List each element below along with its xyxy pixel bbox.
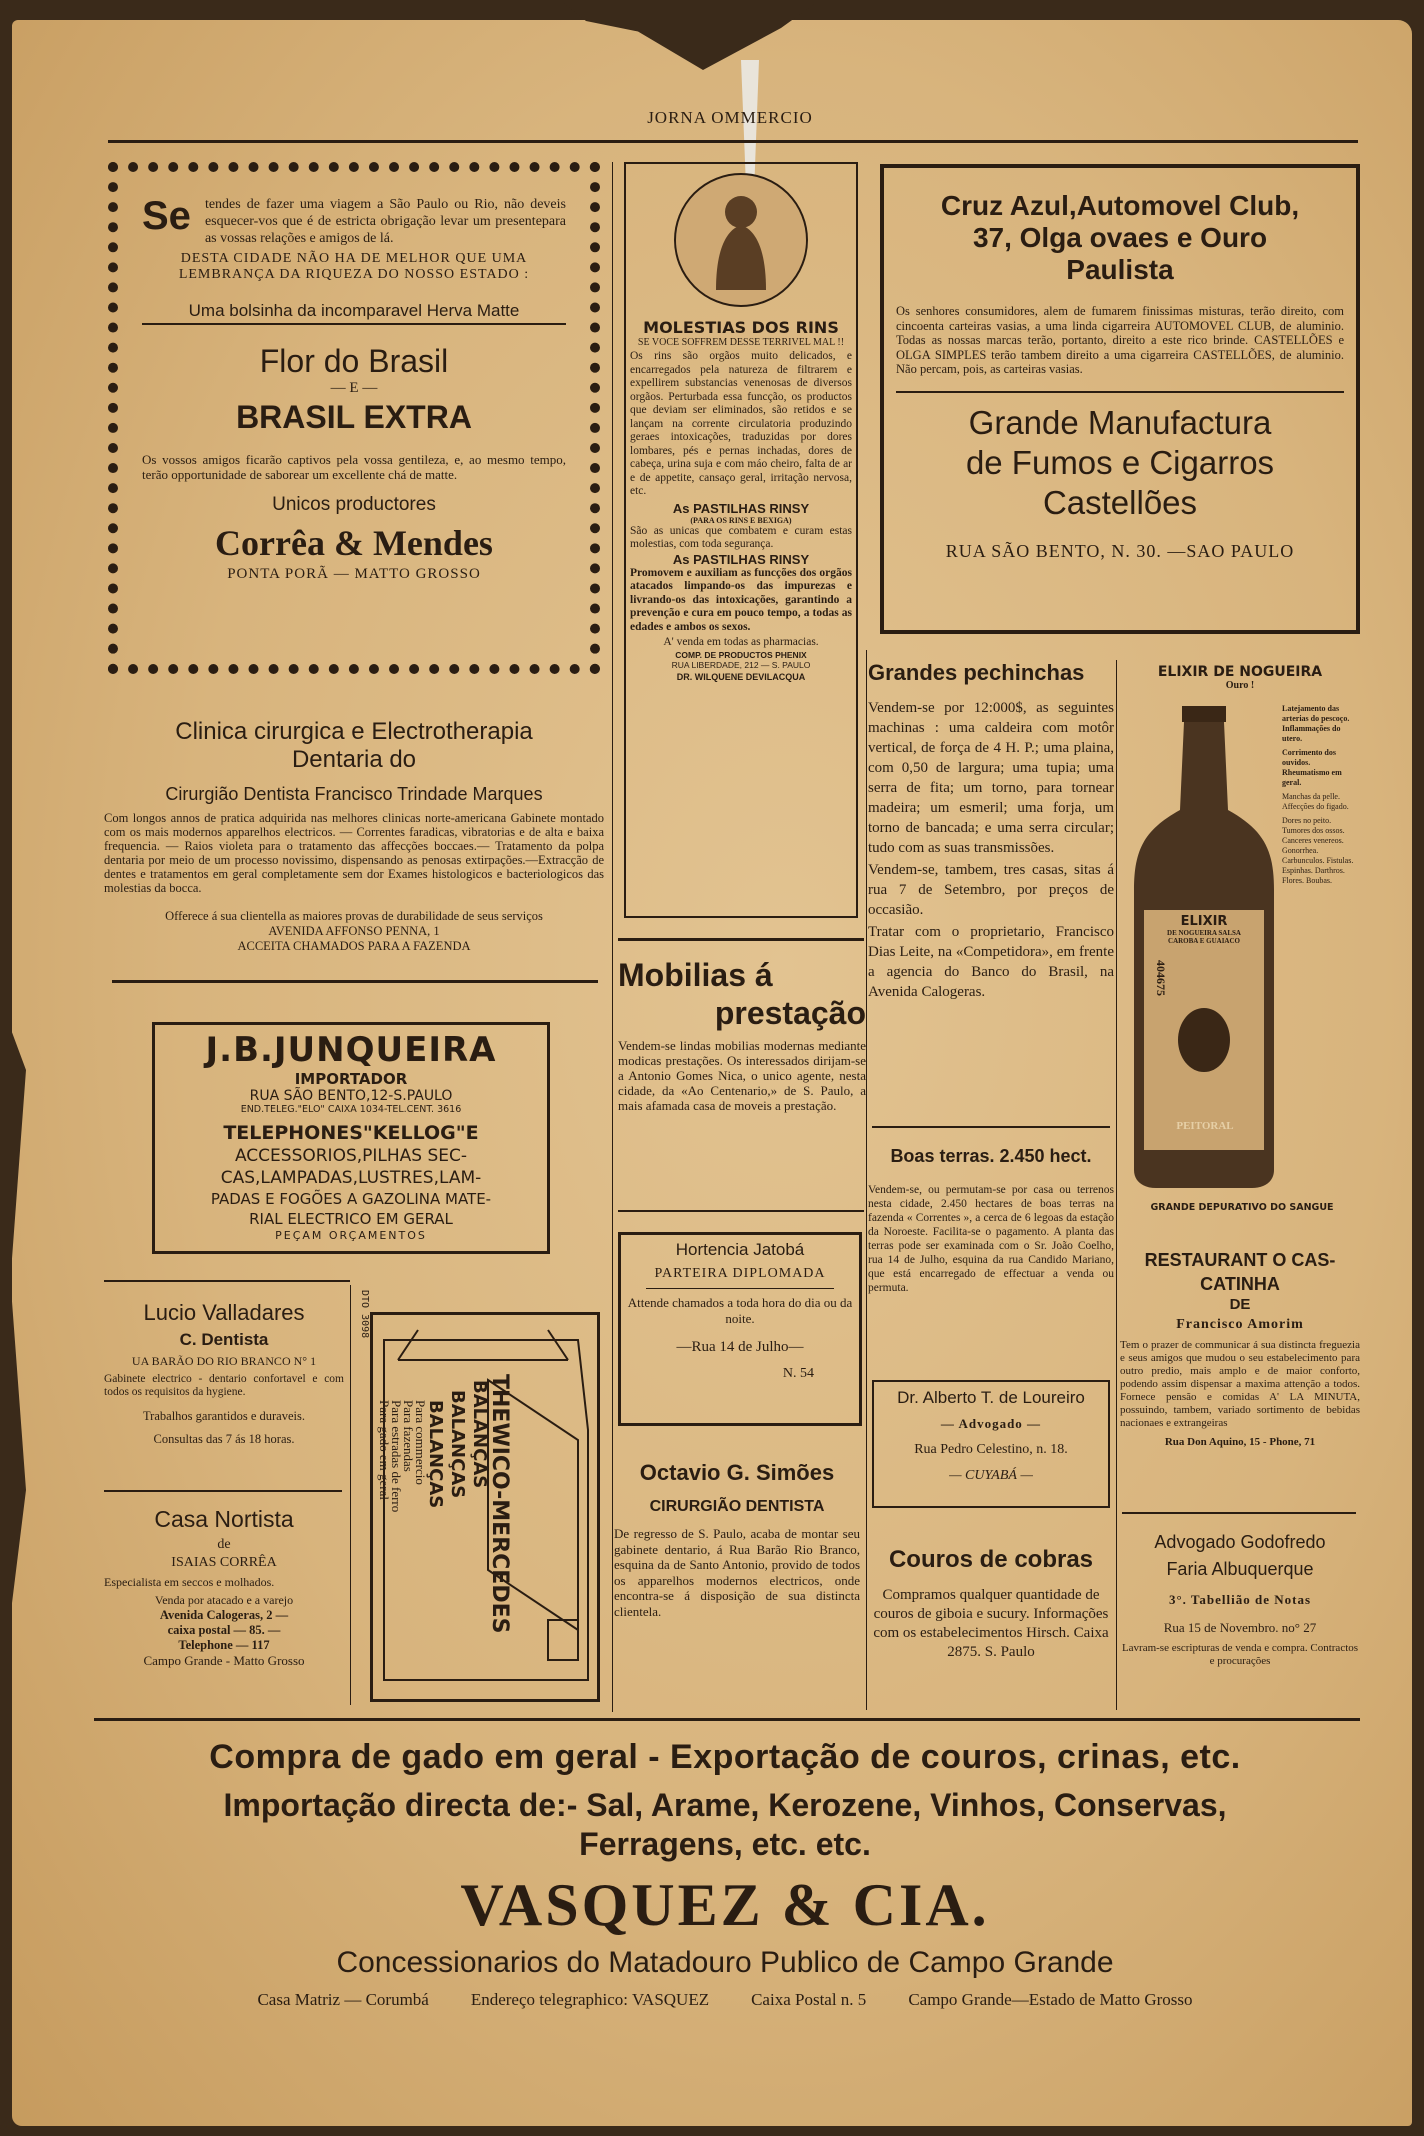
octavio-name: Octavio G. Simões [639,1460,835,1485]
rinsy-body2: São as unicas que combatem e curam estas molestias, com toda segurança. [630,524,852,550]
junqueira-l1: TELEPHONES"KELLOG"E [223,1122,479,1144]
loureiro-addr: Rua Pedro Celestino, n. 18. [914,1442,1068,1457]
vasquez-ad [80,1738,1370,2010]
junqueira-addr: RUA SÃO BENTO,12-S.PAULO [249,1088,453,1104]
elixir-foot: GRANDE DEPURATIVO DO SANGUE [1150,1202,1334,1213]
terras-body: Vendem-se, ou permutam-se por casa ou terrenos nesta cidade, 2.450 hectares de boas terras na fazenda « Correntes », a cerca de 6 legoas da estação da Noroeste. Facilita-se o pagamento. A planta das terras pode ser examinada com o Sr. João Coelho, rua 14 de Julho, esquina da rua Candido Mariano, que está encarregado de effectuar a venda ou permuta. [868,1184,1114,1294]
elixir-side3: Manchas da pelle. Affecções do figado. [1282,792,1349,811]
balancas-t2: Para fazendas [401,1400,416,1472]
pechinchas-body1: Vendem-se por 12:000$, as seguintes machinas : uma caldeira com motôr vertical, de força de 4 H. P.; uma plaina, com 0,50 de largura; uma tupia; uma serra de fita; um torno, para tornear madeira; um esmeril; uma forja, um torno de bancada; e uma serra circular; tudo com as suas transmissões. [868,700,1114,856]
balancas-side-text: DTO 3098 [359,1290,370,1339]
pechinchas-title: Grandes pechinchas [868,660,1085,685]
lucio-addr: UA BARÃO DO RIO BRANCO N° 1 [131,1354,317,1368]
restaurant-owner: Francisco Amorim [1176,1317,1304,1332]
elixir-label [1146,914,1262,945]
herva-intro: tendes de fazer uma viagem a São Paulo ou Rio, não deveis esquecer-vos que é de estricta obrigação levar um presentepara as vossas relações e amigos de lá. [204,197,566,246]
nortista-name: Casa Nortista [154,1506,294,1532]
elixir-sub: Ouro ! [1225,680,1255,691]
clinica-foot3: ACCEITA CHAMADOS PARA A FAZENDA [237,939,471,953]
cruzazul-g1: Grande Manufactura [968,403,1272,441]
herva-ad [142,196,566,583]
cruzazul-addr: RUA SÃO BENTO, N. 30. —SAO PAULO [945,540,1295,561]
vasquez-footer [80,1990,1370,2010]
mobilias-ad [618,956,866,1113]
octavio-title: CIRURGIÃO DENTISTA [649,1498,825,1515]
loureiro-title: — Advogado — [940,1416,1042,1431]
rinsy-body1: Os rins são orgãos muito delicados, e encarregados pela natureza de filtrarem e expellirem substancias venenosas de diversos orgãos. Perturbada essa funcção, os productos que deviam ser eliminados, são retidos e se lançam na corrente circulatoria produzindo geraes intoxicações, traduzidas por dores lombares, pés e pernas inchadas, dores de cabeça, urina suja e com máo cheiro, falta de ar e de appetite, cansaço geral, irritação nervosa, etc. [630,350,852,497]
mobilias-body: Vendem-se lindas mobilias modernas mediante modicas prestações. Os interessados dirijam-se a Antonio Gomes Nica, o unico agente, nesta cidade, da «Ao Centenario,» de S. Paulo, a mais afamada casa de moveis a prestação. [618,1038,866,1113]
godofredo-t1: Advogado Godofredo [1154,1532,1326,1552]
junqueira-sub: IMPORTADOR [294,1070,408,1088]
pechinchas-body2: Vendem-se, tambem, tres casas, sitas á rua 7 de Setembro, por preços de occasião. [868,862,1114,918]
vasquez-l1: Compra de gado em geral - Exportação de couros, crinas, etc. [209,1738,1241,1776]
divider-clinica [112,980,598,983]
elixir-side1: Latejamento das arterias do pescoço. Inflammações do utero. [1282,704,1350,743]
terras-title: Boas terras. 2.450 hect. [890,1146,1092,1166]
balancas-b3: BALANÇAS [425,1400,446,1509]
restaurant-ad [1120,1248,1360,1448]
balancas-t1: Para commercio [413,1400,428,1485]
divider-restaurant [1122,1512,1356,1514]
octavio-body: De regresso de S. Paulo, acaba de montar seu gabinete dentario, á Rua Barão Rio Branco, esquina da de Santo Antonio, provido de todos os apparelhos modernos electricos, onde encontra-se á disposição de sua distincta clientela. [614,1526,860,1619]
cruzazul-t1: Cruz Azul,Automovel Club, [940,190,1300,221]
elixir-title-wrap [1120,664,1360,691]
hortencia-name: Hortencia Jatobá [675,1240,805,1259]
vasquez-f4: Campo Grande—Estado de Matto Grosso [908,1990,1193,2009]
vasquez-l3: Ferragens, etc. etc. [579,1826,871,1862]
herva-caps: DESTA CIDADE NÃO HA DE MELHOR QUE UMA LEMBRANÇA DA RIQUEZA DO NOSSO ESTADO : [178,251,530,282]
nortista-owner: ISAIAS CORRÊA [171,1555,277,1570]
couros-body: Compramos qualquer quantidade de couros de giboia e sucury. Informações com os estabelecimentos Hirsch. Caixa 2875. S. Paulo [873,1587,1109,1660]
rinsy-ad [630,318,852,682]
cruzazul-g3: Castellões [1042,483,1198,521]
lucio-ad [104,1300,344,1447]
divider-bottom [94,1718,1360,1721]
rinsy-body3: Promovem e auxiliam as funcções dos orgãos atacados limpando-os das impurezas e livrando-os das intoxicações, garantindo a prevenção e cura em pouco tempo, a todas as edades e ambos os sexos. [630,566,852,633]
clinica-body: Com longos annos de pratica adquirida nas melhores clinicas norte-americana Gabinete montado com os mais modernos apparelhos electricos. — Correntes faradicas, vibratorias e de alta e baixa frequencia. — Raios violeta para o tratamento das affecções boccaes.— Tratamento da polpa dentaria por meio de um processo novissimo, dispensando as penosas extirpações.—Extracção de dentes e tratamentos em geral completamente sem dor Exames histologicos e bacteriologicos das molestias da bocca. [104,811,604,895]
rinsy-addr: RUA LIBERDADE, 212 — S. PAULO [671,660,811,670]
rinsy-name1s: (PARA OS RINS E BEXIGA) [690,515,792,525]
vasquez-f3: Caixa Postal n. 5 [751,1990,867,2009]
vasquez-f1: Casa Matriz — Corumbá [257,1990,429,2009]
nortista-sale: Venda por atacado e a varejo [154,1593,294,1607]
elixir-title: ELIXIR DE NOGUEIRA [1157,664,1323,680]
godofredo-body: Lavram-se escripturas de venda e compra. Contractos e procurações [1121,1642,1359,1667]
cruzazul-t2: 37, Olga ovaes e Ouro [972,222,1268,253]
herva-body: Os vossos amigos ficarão captivos pela vossa gentileza, e, ao mesmo tempo, terão opportunidade de saborear um excellente chá de matte. [142,452,566,482]
masthead-rule [108,140,1358,143]
vasquez-l2: Importação directa de:- Sal, Arame, Kerozene, Vinhos, Conservas, [223,1787,1227,1823]
junqueira-l5: RIAL ELECTRICO EM GERAL [249,1210,453,1228]
junqueira-l3: CAS,LAMPADAS,LUSTRES,LAM- [220,1168,482,1188]
herva-place: PONTA PORÃ — MATTO GROSSO [227,566,481,582]
hortencia-title: PARTEIRA DIPLOMADA [654,1266,826,1281]
terras-ad [868,1146,1114,1295]
divider-lucio [104,1490,342,1492]
hortencia-body: Attende chamados a toda hora do dia ou da noite. [627,1295,853,1326]
balancas-title: THEWICO-MERCEDES [487,1374,512,1634]
elixir-label2: DE NOGUEIRA SALSA [1167,929,1241,937]
vasquez-l4: Concessionarios do Matadouro Publico de Campo Grande [336,1946,1114,1979]
balancas-b2: BALANÇAS [447,1390,468,1499]
elixir-side4: Dores no peito. Tumores dos ossos. Canceres venereos. Gonorrhea. Carbunculos. Fistulas. Espinhas. Darthros. Flores. Boubas. [1282,816,1354,885]
nortista-ad [104,1506,344,1669]
clinica-ad [104,718,604,954]
rinsy-sub: SE VOCE SOFFREM DESSE TERRIVEL MAL !! [637,337,845,348]
loureiro-name: Dr. Alberto T. de Loureiro [897,1388,1085,1407]
herva-unicos: Unicos productores [272,494,436,515]
nortista-l1: Avenida Calogeras, 2 — [159,1608,289,1622]
masthead: JORNA OMMERCIO [647,108,813,127]
balancas-t4: Para gado em geral [377,1400,392,1500]
rinsy-title: MOLESTIAS DOS RINS [643,318,839,337]
loureiro-ad [878,1388,1104,1484]
junqueira-ad [156,1030,546,1242]
lucio-work: Trabalhos garantidos e duraveis. [142,1409,305,1423]
junqueira-l6: PEÇAM ORÇAMENTOS [275,1229,427,1242]
cruzazul-t3: Paulista [1066,254,1174,285]
lucio-title: C. Dentista [179,1330,269,1349]
divider-junqueira [104,1280,350,1282]
restaurant-t1: RESTAURANT O CAS- [1144,1250,1336,1270]
clinica-foot1: Offerece á sua clientella as maiores provas de durabilidade de seus serviços [165,909,543,923]
clinica-title1: Clinica cirurgica e Electrotherapia [175,718,533,745]
vasquez-name: VASQUEZ & CIA. [460,1872,990,1938]
godofredo-t2: Faria Albuquerque [1166,1559,1314,1579]
balancas-b1: BALANÇAS [469,1380,490,1489]
hortencia-num: N. 54 [782,1366,814,1381]
restaurant-t2: CATINHA [1200,1274,1280,1294]
couros-title: Couros de cobras [888,1546,1094,1573]
clinica-foot2: AVENIDA AFFONSO PENNA, 1 [268,924,440,938]
balancas-divider [350,1285,351,1705]
elixir-side [1282,704,1356,886]
nortista-place: Campo Grande - Matto Grosso [143,1653,305,1668]
lucio-body: Gabinete electrico - dentario confortavel e com todos os requisitos da hygiene. [104,1373,344,1398]
divider-mobilias [618,1210,864,1212]
lucio-hours: Consultas das 7 ás 18 horas. [153,1432,295,1446]
mobilias-t2: prestação [714,995,866,1031]
clinica-name: Cirurgião Dentista Francisco Trindade Marques [165,784,543,804]
elixir-label4: PEITORAL [1176,1120,1234,1132]
rinsy-comp: COMP. DE PRODUCTOS PHENIX [675,650,807,660]
lucio-name: Lucio Valladares [143,1300,305,1325]
column-rule-1 [612,162,613,1712]
junqueira-l2: ACCESSORIOS,PILHAS SEC- [234,1146,468,1166]
hortencia-addr: —Rua 14 de Julho— [676,1339,804,1355]
junqueira-name: J.B.JUNQUEIRA [205,1030,497,1070]
hortencia-ad [626,1240,854,1382]
restaurant-body: Tem o prazer de communicar á sua distincta freguezia e seus amigos que mudou o seu estabelecimento para outro predio, mais amplo e de maior conforto, podendo assim dispensar a maxima attenção a todos. Fornece pensão e comidas A' LA MINUTA, possuindo, tambem, variado sortimento de bebidas nacionaes e extrangeiras [1120,1339,1360,1429]
octavio-ad [614,1460,860,1619]
restaurant-de: DE [1229,1296,1251,1313]
column-rule-2 [866,650,867,1710]
elixir-side2: Corrimento dos ouvidos. Rheumatismo em geral. [1282,748,1342,787]
loureiro-city: — CUYABÁ — [949,1468,1033,1483]
rinsy-illustration [656,170,826,310]
divider-rinsy [618,938,864,941]
elixir-label1: ELIXIR [1180,914,1228,929]
nortista-l2: caixa postal — 85. — [167,1623,281,1637]
clinica-title2: Dentaria do [291,746,417,773]
nortista-body: Especialista em seccos e molhados. [104,1575,275,1589]
cruzazul-body: Os senhores consumidores, alem de fumarem finissimas misturas, terão direito, com cincoenta carteiras vasias, a uma linda cigarreira AUTOMOVEL CLUB, de aluminio. Todas as nossas marcas terão, portanto, direito a este rico brinde. CASTELLÕES e OLGA SIMPLES terão tambem direito a uma cigarreira CASTELLÕES, de aluminio. Não percam, pois, as carteiras vasias. [896,304,1344,376]
vasquez-f2: Endereço telegraphico: VASQUEZ [470,1990,710,2009]
elixir-number-wrap [1154,960,1170,1040]
junqueira-l4: PADAS E FOGÕES A GAZOLINA MATE- [210,1190,492,1208]
rinsy-name1: As PASTILHAS RINSY [672,500,810,516]
herva-brand1: Flor do Brasil [259,343,449,379]
herva-brand2: BRASIL EXTRA [236,399,472,435]
herva-firm: Corrêa & Mendes [215,523,493,563]
rinsy-name2: As PASTILHAS RINSY [672,551,810,567]
elixir-label3: CAROBA E GUAIACO [1168,937,1240,945]
godofredo-t3: 3°. Tabellião de Notas [1168,1592,1312,1607]
nortista-de: de [217,1537,231,1552]
balancas-ad [377,1330,594,1690]
elixir-number: 404675 [1154,960,1168,996]
cruzazul-ad [896,190,1344,562]
divider-pechinchas [872,1126,1110,1128]
couros-ad [868,1546,1114,1662]
herva-e: — E — [330,380,378,396]
mobilias-t1: Mobilias á [618,957,773,993]
rinsy-dr: DR. WILQUENE DEVILACQUA [676,672,806,682]
junqueira-tele: END.TELEG."ELO" CAIXA 1034-TEL.CENT. 3616 [240,1104,462,1115]
godofredo-addr: Rua 15 de Novembro. no° 27 [1163,1620,1317,1635]
nortista-l3: Telephone — 117 [178,1638,270,1652]
restaurant-addr: Rua Don Aquino, 15 - Phone, 71 [1164,1436,1316,1448]
cruzazul-g2: de Fumos e Cigarros [965,443,1275,481]
balancas-t3: Para estradas de ferro [389,1400,404,1513]
pechinchas-body3: Tratar com o proprietario, Francisco Dias Leite, na «Competidora», em frente a agencia do Banco do Brasil, na Avenida Calogeras. [868,924,1114,1000]
herva-line: Uma bolsinha da incomparavel Herva Matte [142,301,566,325]
elixir-bottle [1124,700,1284,1190]
godofredo-ad [1120,1532,1360,1668]
column-rule-3 [1116,660,1117,1710]
rinsy-venda: A' venda em todas as pharmacias. [663,636,819,648]
herva-intro-big: Se [142,194,191,238]
pechinchas-ad [868,660,1114,1002]
